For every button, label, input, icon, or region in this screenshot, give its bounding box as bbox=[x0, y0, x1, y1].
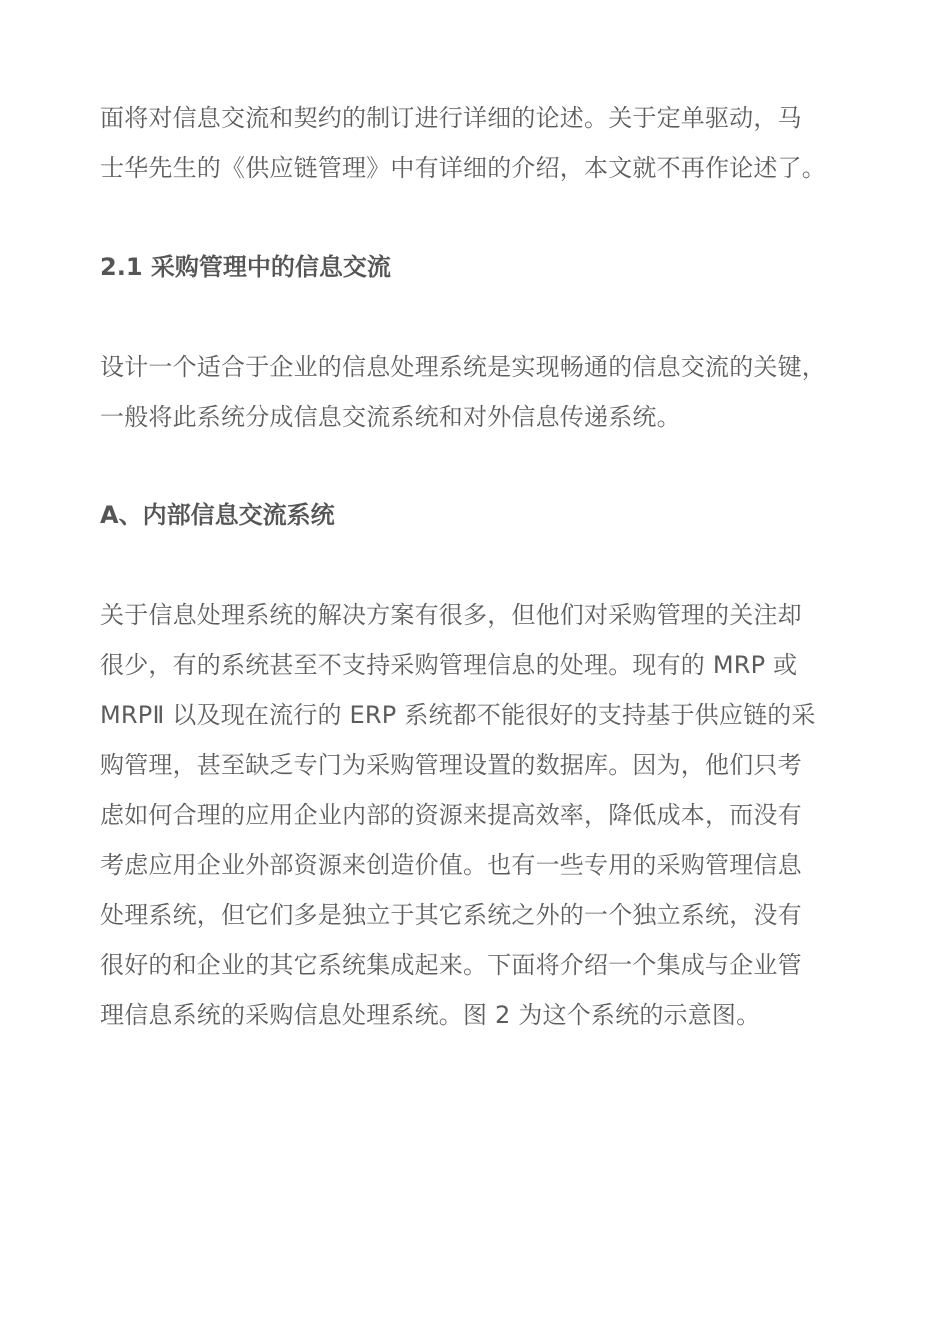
section-heading-2-1: 2.1 采购管理中的信息交流 bbox=[100, 253, 391, 281]
section-a-line-9: 理信息系统的采购信息处理系统。图 2 为这个系统的示意图。 bbox=[100, 1001, 761, 1029]
section-a-line-1: 关于信息处理系统的解决方案有很多，但他们对采购管理的关注却 bbox=[100, 601, 802, 629]
section-a-line-8: 很好的和企业的其它系统集成起来。下面将介绍一个集成与企业管 bbox=[100, 951, 802, 979]
section-a-line-7: 处理系统，但它们多是独立于其它系统之外的一个独立系统，没有 bbox=[100, 901, 802, 929]
section-2-1-line-1: 设计一个适合于企业的信息处理系统是实现畅通的信息交流的关键， bbox=[100, 353, 826, 381]
section-2-1-line-2: 一般将此系统分成信息交流系统和对外信息传递系统。 bbox=[100, 403, 681, 431]
intro-line-1: 面将对信息交流和契约的制订进行详细的论述。关于定单驱动，马 bbox=[100, 104, 802, 132]
section-a-line-6: 考虑应用企业外部资源来创造价值。也有一些专用的采购管理信息 bbox=[100, 851, 802, 879]
section-heading-a: A、内部信息交流系统 bbox=[100, 501, 335, 529]
section-a-line-5: 虑如何合理的应用企业内部的资源来提高效率，降低成本，而没有 bbox=[100, 801, 802, 829]
section-a-line-2: 很少，有的系统甚至不支持采购管理信息的处理。现有的 MRP 或 bbox=[100, 651, 798, 679]
section-a-line-3: MRPⅡ 以及现在流行的 ERP 系统都不能很好的支持基于供应链的采 bbox=[100, 701, 816, 729]
intro-line-2: 士华先生的《供应链管理》中有详细的介绍，本文就不再作论述了。 bbox=[100, 154, 826, 182]
section-a-line-4: 购管理，甚至缺乏专门为采购管理设置的数据库。因为，他们只考 bbox=[100, 751, 802, 779]
